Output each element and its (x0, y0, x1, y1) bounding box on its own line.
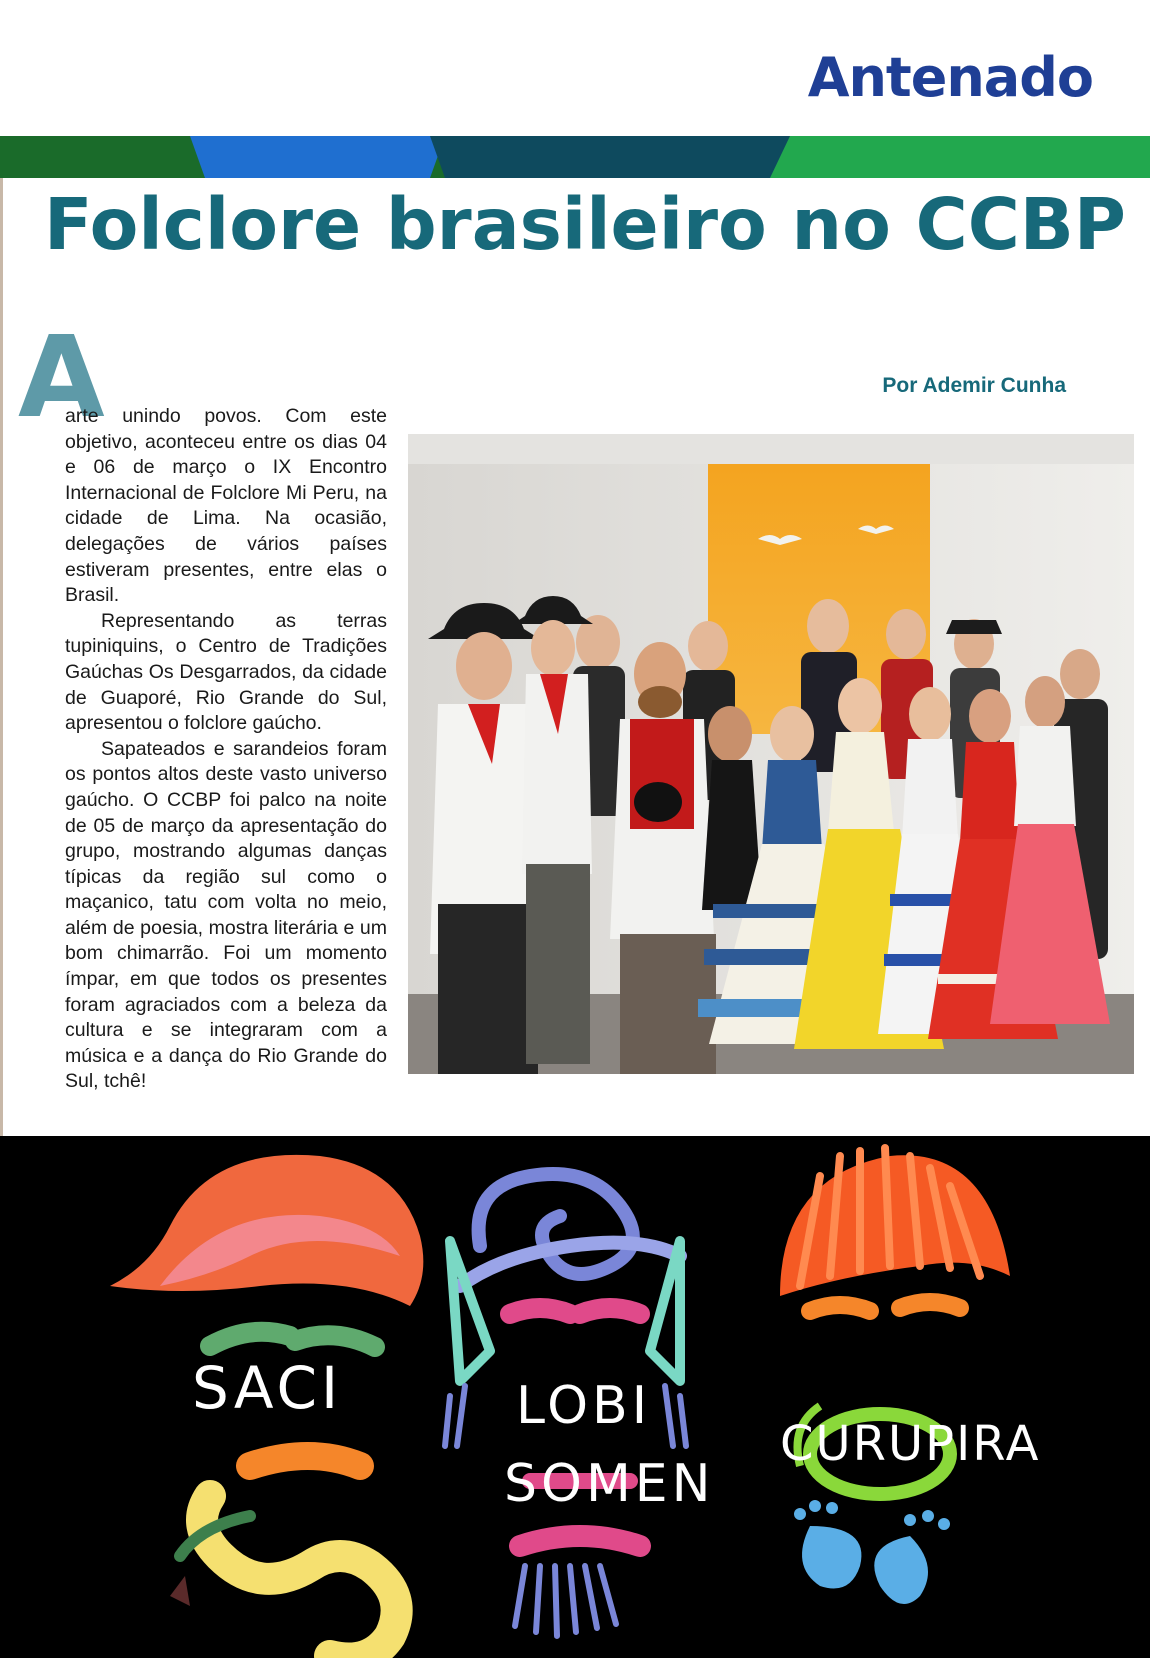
lobisomen-label-line2: SOMEN (504, 1454, 715, 1514)
color-band (0, 136, 1150, 178)
article-byline: Por Ademir Cunha (882, 374, 1066, 397)
article-paragraph: Sapateados e sarandeios foram os pontos altos deste vasto universo gaúcho. O CCBP foi palco na noite de 05 de março da apresentação do grupo, mostrando algumas danças típicas da região sul como o maçanico, tatu com volta no meio, além de poesia, mostra literária e um bom chimarrão. Foi um momento ímpar, em que todos os presentes foram agraciados com a beleza da cultura e se integraram com a música e a dança do Rio Grande do Sul, tchê! (65, 737, 387, 1093)
left-margin-rule (0, 178, 3, 1138)
curupira-label: CURUPIRA (780, 1416, 1041, 1472)
drop-cap: A (18, 313, 105, 443)
lobisomen-label-line1: LOBI (516, 1376, 652, 1436)
group-photo (408, 434, 1134, 1074)
article-paragraph: arte unindo povos. Com este objetivo, aconteceu entre os dias 04 e 06 de março o IX Encontro Internacional de Folclore Mi Peru, na cidade de Lima. Na ocasião, delegações de vários países estiveram presentes, entre elas o Brasil. (65, 405, 387, 607)
article-paragraph: Representando as terras tupiniquins, o Centro de Tradições Gaúchas Os Desgarrados, da cidade de Guaporé, Rio Grande do Sul, apresentou o folclore gaúcho. (65, 609, 387, 735)
saci-label: SACI (192, 1354, 343, 1422)
folklore-panel (0, 1136, 1150, 1658)
article-body (65, 404, 387, 1095)
article-title: Folclore brasileiro no CCBP (44, 183, 1126, 266)
section-label: Antenado (807, 46, 1093, 109)
curupira-illustration (760, 1136, 1010, 1658)
